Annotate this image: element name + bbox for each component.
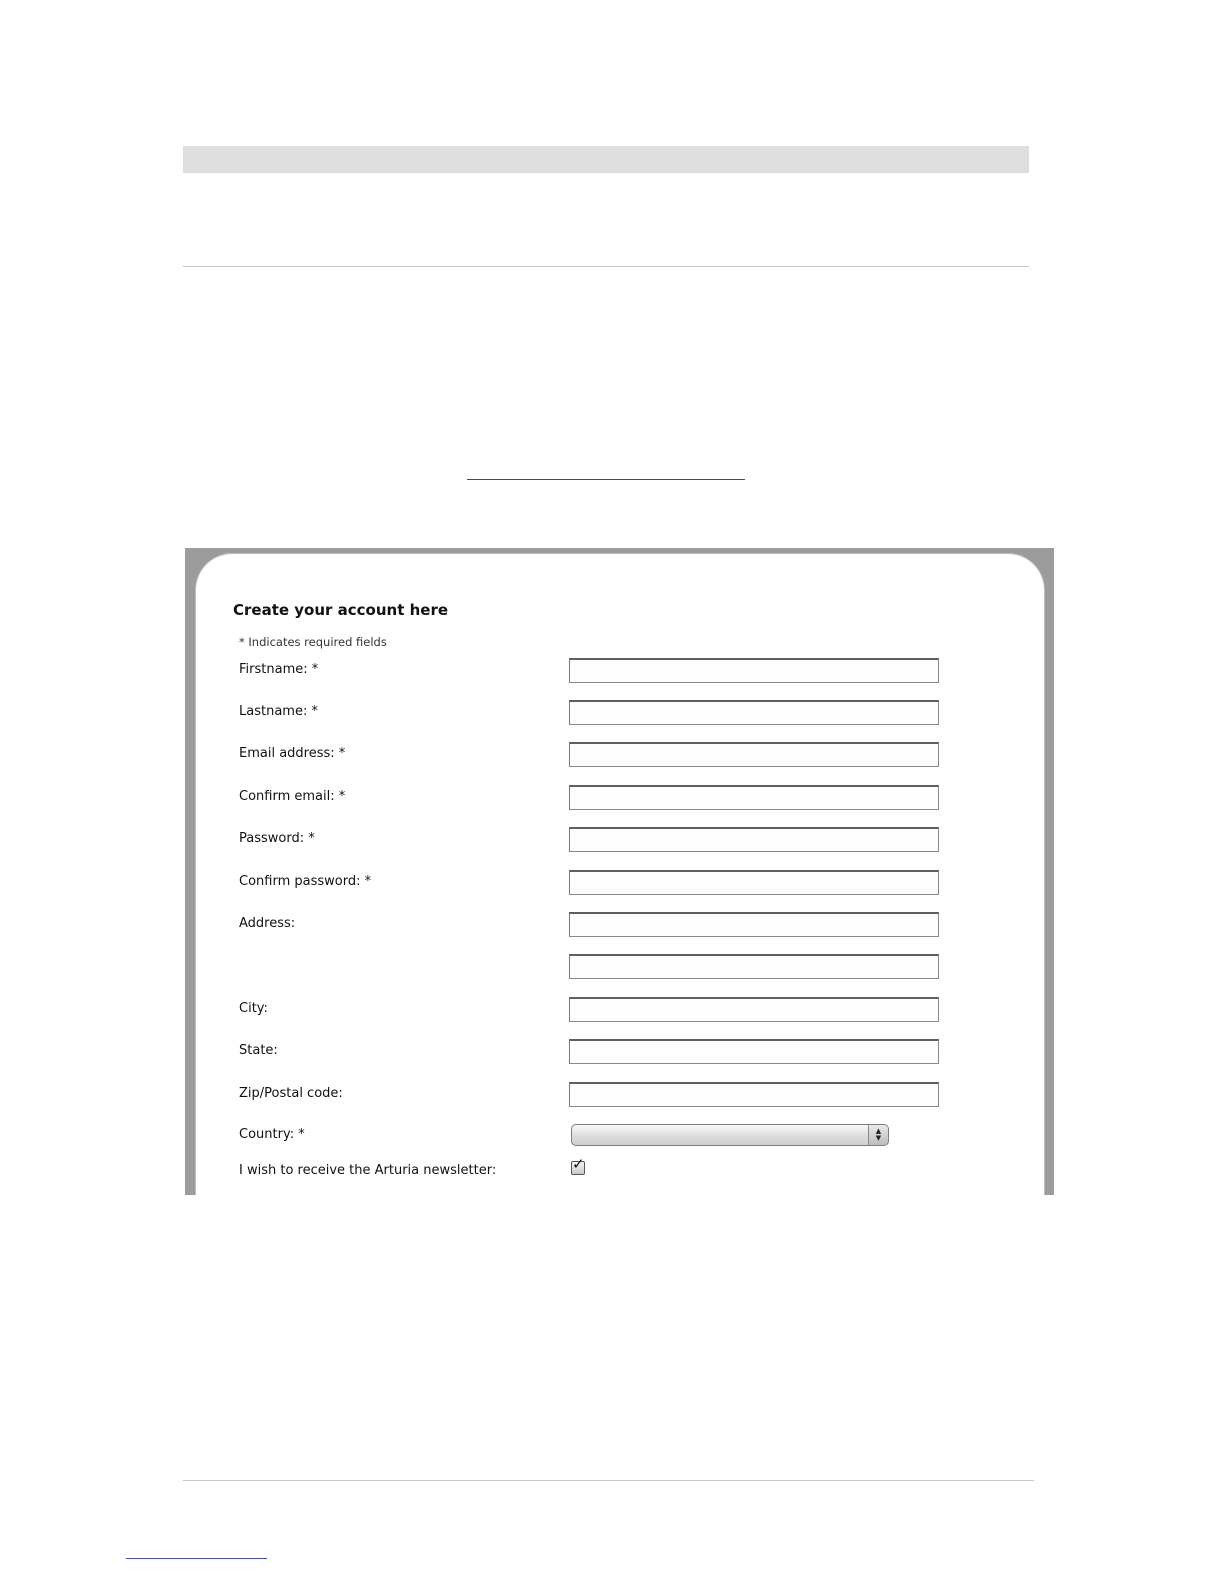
lastname-input[interactable] [569, 700, 939, 725]
zip-input[interactable] [569, 1082, 939, 1107]
footnote-rule [126, 1558, 267, 1559]
footer-divider [183, 1480, 1034, 1481]
account-form-screenshot [185, 548, 1054, 1195]
confirm-email-input[interactable] [569, 785, 939, 810]
state-label: State: [239, 1043, 278, 1058]
password-label: Password: * [239, 831, 315, 846]
up-down-arrows-icon: ▲ ▼ [868, 1125, 888, 1145]
check-icon: ✓ [572, 1155, 585, 1173]
required-fields-note: * Indicates required fields [239, 635, 387, 649]
firstname-input[interactable] [569, 658, 939, 683]
city-input[interactable] [569, 997, 939, 1022]
confirm-password-label: Confirm password: * [239, 874, 372, 889]
email-input[interactable] [569, 742, 939, 767]
newsletter-checkbox[interactable] [571, 1155, 585, 1175]
city-label: City: [239, 1001, 268, 1016]
lastname-label: Lastname: * [239, 704, 318, 719]
zip-label: Zip/Postal code: [239, 1086, 343, 1101]
address-label: Address: [239, 916, 296, 931]
confirm-email-label: Confirm email: * [239, 789, 346, 804]
firstname-label: Firstname: * [239, 662, 319, 677]
header-shade-bar [183, 146, 1029, 173]
confirm-password-input[interactable] [569, 870, 939, 895]
header-divider [183, 266, 1029, 267]
form-title: Create your account here [233, 601, 449, 619]
country-label: Country: * [239, 1127, 305, 1142]
country-select[interactable] [571, 1124, 889, 1146]
text-underline [467, 479, 745, 480]
form-panel [196, 554, 1044, 1195]
address-line1-input[interactable] [569, 912, 939, 937]
password-input[interactable] [569, 827, 939, 852]
newsletter-label: I wish to receive the Arturia newsletter: [239, 1163, 497, 1178]
address-line2-input[interactable] [569, 954, 939, 979]
email-label: Email address: * [239, 746, 346, 761]
state-input[interactable] [569, 1039, 939, 1064]
